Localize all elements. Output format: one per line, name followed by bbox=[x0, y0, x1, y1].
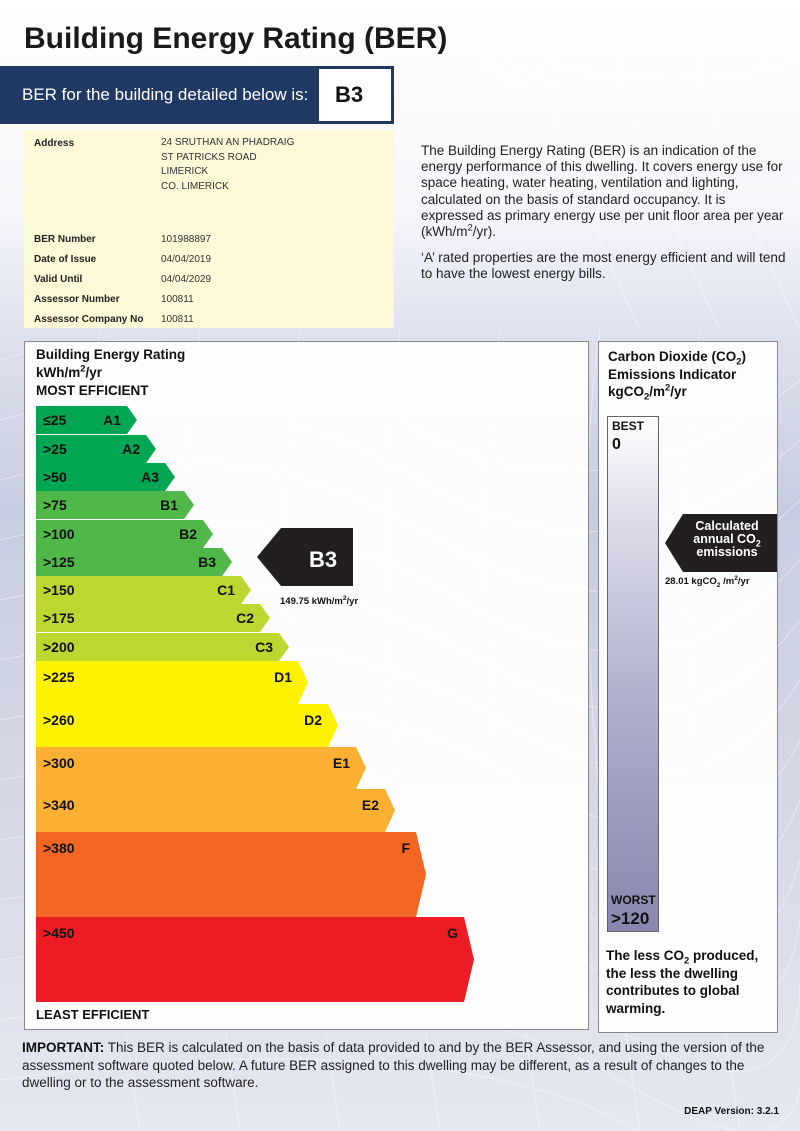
most-efficient-label: MOST EFFICIENT bbox=[36, 383, 149, 398]
intro-text bbox=[421, 143, 789, 283]
co2-panel bbox=[598, 341, 778, 1033]
valid-until-label: Valid Until bbox=[34, 274, 83, 285]
rating-band-range: >450 bbox=[43, 925, 75, 941]
rating-band-range: >25 bbox=[43, 441, 67, 457]
assessor-company-value: 100811 bbox=[161, 314, 194, 325]
important-text: This BER is calculated on the basis of data provided to and by the BER Assessor, and using the version of the assessment software quoted below. A future BER assigned to this dwelling may be different, as a result of changes to the dwelling or to the assessment software. bbox=[22, 1040, 765, 1090]
address-label: Address bbox=[34, 138, 75, 149]
address-line: 24 SRUTHAN AN PHADRAIG bbox=[161, 137, 295, 148]
rating-band-d1 bbox=[36, 661, 308, 704]
rating-band-code: B2 bbox=[179, 526, 197, 542]
rating-band-range: >125 bbox=[43, 554, 75, 570]
date-of-issue-value: 04/04/2019 bbox=[161, 254, 212, 265]
rating-band-code: B1 bbox=[160, 497, 178, 513]
address-value bbox=[161, 136, 294, 194]
rating-heading: Building Energy Rating bbox=[36, 347, 186, 362]
assessor-number-label: Assessor Number bbox=[34, 294, 120, 305]
rating-band-code: E1 bbox=[332, 755, 350, 771]
co2-heading: Carbon Dioxide $(CO_2)$ Emissions Indicator $kgCO_2/m^2/yr$ bbox=[608, 349, 747, 403]
rating-band-range: >100 bbox=[43, 526, 75, 542]
rating-band-code: A2 bbox=[122, 441, 140, 457]
co2-footer-text: The less $CO_2$ produced, the less the dwelling contributes to global warming. bbox=[606, 948, 759, 1016]
rating-band-e1 bbox=[36, 747, 366, 789]
rating-band-c1 bbox=[36, 576, 251, 604]
valid-until-value: 04/04/2029 bbox=[161, 274, 212, 285]
rating-band-shape bbox=[36, 832, 426, 917]
rating-band-code: A1 bbox=[103, 412, 121, 428]
date-of-issue-label: Date of Issue bbox=[34, 254, 97, 265]
rating-band-b3 bbox=[36, 548, 232, 576]
rating-marker-label: B3 bbox=[308, 547, 338, 572]
rating-band-range: >150 bbox=[43, 582, 75, 598]
rating-band-range: >200 bbox=[43, 639, 75, 655]
address-line: LIMERICK bbox=[161, 166, 209, 177]
rating-band-code: F bbox=[401, 840, 410, 856]
rating-units: kWh/$m^2/yr$ bbox=[36, 363, 103, 380]
deap-version: DEAP Version: 3.2.1 bbox=[684, 1106, 779, 1117]
rating-band-code: C1 bbox=[217, 582, 235, 598]
rating-band-b2 bbox=[36, 520, 213, 548]
rating-band-code: G bbox=[447, 925, 458, 941]
rating-band-code: D2 bbox=[304, 712, 322, 728]
important-label: IMPORTANT: bbox=[22, 1040, 105, 1055]
rating-band-shape bbox=[36, 917, 474, 1002]
rating-band-code: C2 bbox=[236, 610, 254, 626]
rating-band-f bbox=[36, 832, 426, 917]
ber-number-value: 101988897 bbox=[161, 234, 212, 245]
ber-number-label: BER Number bbox=[34, 234, 96, 245]
energy-rating-panel bbox=[24, 341, 589, 1030]
ber-header-label: BER for the building detailed below is: bbox=[22, 85, 309, 104]
assessor-company-label: Assessor Company No bbox=[34, 314, 144, 325]
rating-band-range: >225 bbox=[43, 669, 75, 685]
rating-band-e2 bbox=[36, 789, 395, 832]
address-line: CO. LIMERICK bbox=[161, 180, 229, 192]
rating-band-a3 bbox=[36, 463, 175, 491]
address-line: ST PATRICKS ROAD bbox=[161, 151, 257, 163]
rating-band-code: C3 bbox=[255, 639, 273, 655]
rating-band-range: >175 bbox=[43, 610, 75, 626]
rating-band-range: >75 bbox=[43, 497, 67, 513]
important-notice bbox=[22, 1039, 782, 1092]
rating-band-d2 bbox=[36, 704, 338, 747]
co2-best-value: 0 bbox=[612, 436, 621, 453]
building-details bbox=[24, 130, 394, 328]
intro-paragraph-1: The Building Energy Rating (BER) is an indication of the energy performance of this dwelling. It covers energy use for space heating, water heating, ventilation and lighting, calculated on the basis of standard occupancy. It is expressed as primary energy use per unit floor area per year $(kWh/m^2/yr)$. bbox=[421, 143, 784, 240]
co2-worst-label: WORST bbox=[611, 893, 656, 907]
rating-marker-value: 149.75 kWh/$m^2/yr$ bbox=[280, 594, 359, 607]
co2-marker-label: Calculated annual $CO_2$ emissions bbox=[693, 519, 761, 559]
rating-band-c2 bbox=[36, 604, 270, 632]
rating-band-range: ≤25 bbox=[43, 412, 67, 428]
rating-band-code: A3 bbox=[141, 469, 159, 485]
co2-scale-bar bbox=[607, 416, 659, 932]
ber-header-bar bbox=[0, 66, 394, 124]
rating-band-a1 bbox=[36, 406, 137, 434]
rating-band-range: >260 bbox=[43, 712, 75, 728]
rating-band-range: >340 bbox=[43, 797, 75, 813]
rating-band-range: >50 bbox=[43, 469, 67, 485]
rating-band-code: B3 bbox=[198, 554, 216, 570]
intro-paragraph-2: ‘A’ rated properties are the most energy efficient and will tend to have the lowest energy bills. bbox=[421, 250, 786, 282]
rating-band-g bbox=[36, 917, 474, 1002]
ber-header-rating: B3 bbox=[319, 69, 391, 121]
page-title: Building Energy Rating (BER) bbox=[24, 22, 448, 55]
rating-band-a2 bbox=[36, 435, 156, 463]
rating-band-b1 bbox=[36, 491, 194, 519]
rating-band-code: D1 bbox=[274, 669, 292, 685]
co2-marker-value: 28.01 kgCO$_2$ $/m^2/yr$ bbox=[665, 574, 750, 589]
assessor-number-value: 100811 bbox=[161, 294, 194, 305]
co2-worst-value: >120 bbox=[611, 909, 650, 928]
rating-band-range: >380 bbox=[43, 840, 75, 856]
least-efficient-label: LEAST EFFICIENT bbox=[36, 1007, 150, 1022]
rating-band-range: >300 bbox=[43, 755, 75, 771]
rating-band-c3 bbox=[36, 633, 289, 661]
co2-best-label: BEST bbox=[612, 419, 645, 433]
rating-band-code: E2 bbox=[361, 797, 379, 813]
